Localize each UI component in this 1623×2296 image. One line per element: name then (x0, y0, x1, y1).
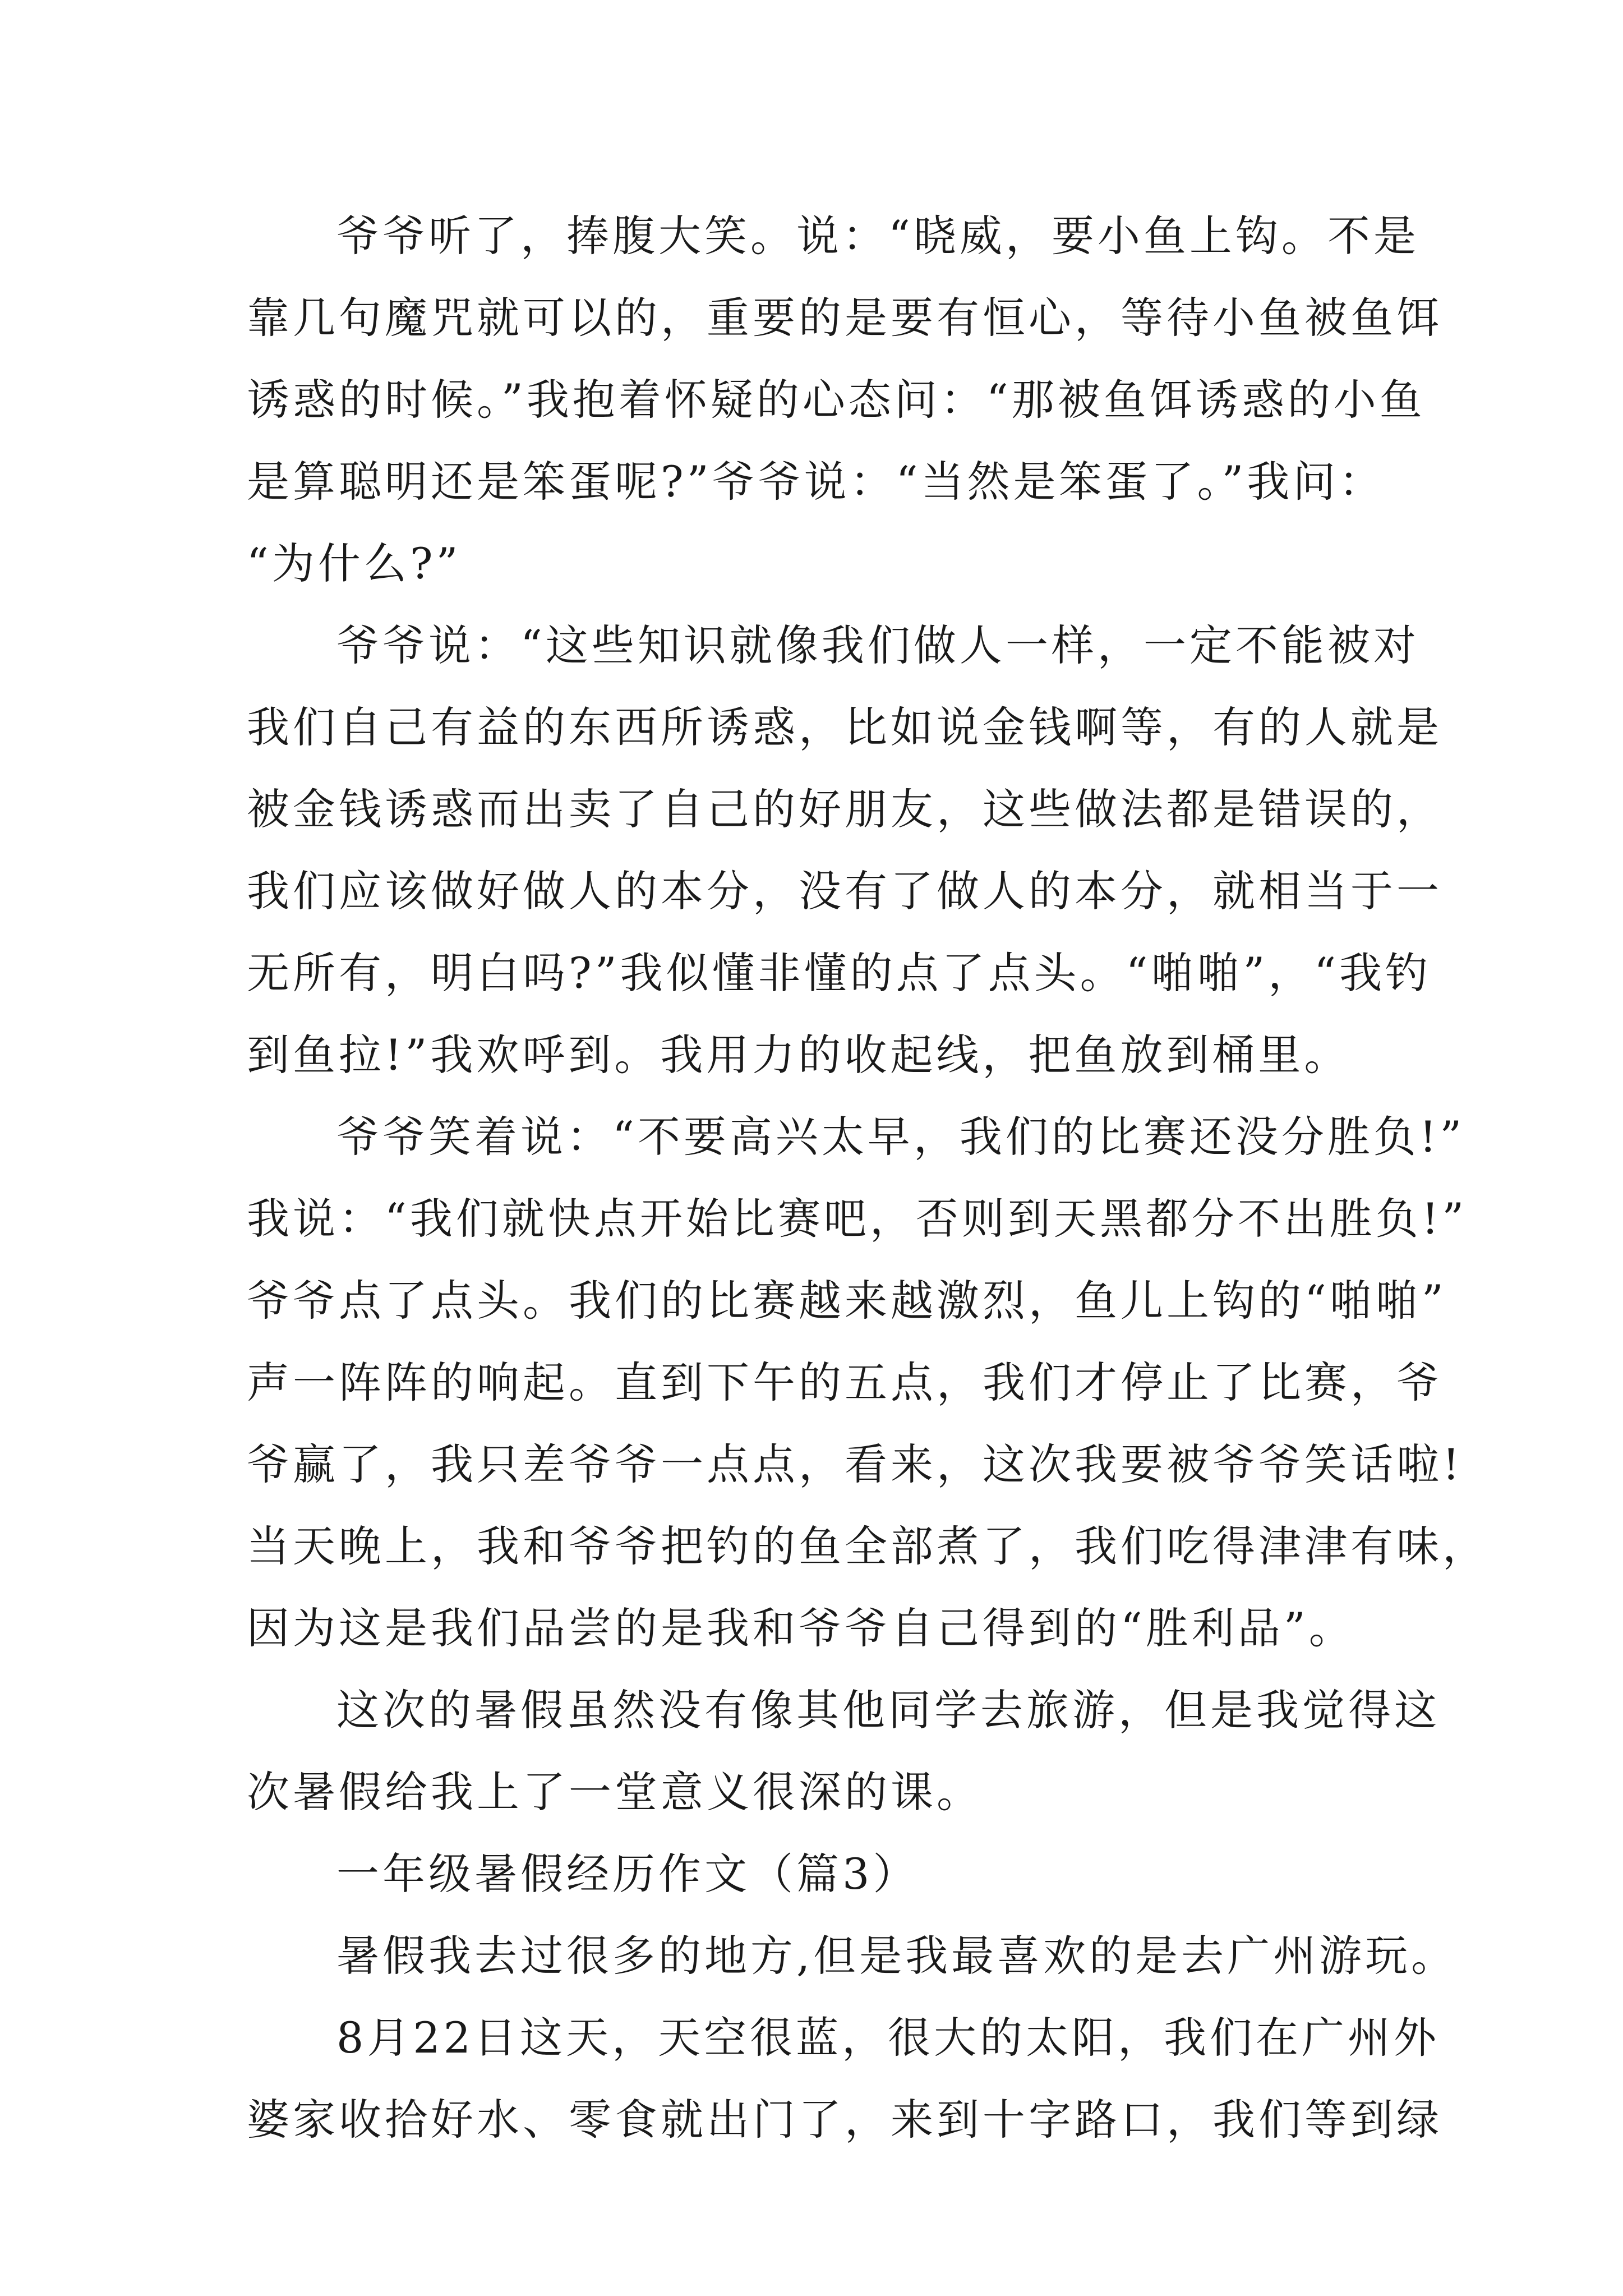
text-line: 到鱼拉!”我欢呼到。我用力的收起线，把鱼放到桶里。 (247, 1030, 1350, 1080)
text-line: 次暑假给我上了一堂意义很深的课。 (247, 1767, 983, 1817)
text-line: 我们自己有益的东西所诱惑，比如说金钱啊等，有的人就是 (247, 702, 1442, 752)
text-line: 8月22日这天，天空很蓝，很大的太阳，我们在广州外 (336, 2013, 1440, 2063)
text-line: 暑假我去过很多的地方,但是我最喜欢的是去广州游玩。 (336, 1931, 1458, 1981)
text-line: 这次的暑假虽然没有像其他同学去旅游，但是我觉得这 (336, 1685, 1440, 1735)
text-line: 因为这是我们品尝的是我和爷爷自己得到的“胜利品”。 (247, 1603, 1355, 1653)
text-line: 无所有，明白吗?”我似懂非懂的点了点头。“啪啪”，“我钓 (247, 948, 1432, 998)
text-line: 爷爷说：“这些知识就像我们做人一样，一定不能被对 (336, 620, 1419, 670)
text-line: 爷爷听了，捧腹大笑。说：“晓威，要小鱼上钩。不是 (336, 211, 1419, 261)
text-line: 诱惑的时候。”我抱着怀疑的心态问：“那被鱼饵诱惑的小鱼 (247, 375, 1426, 425)
document-body (247, 195, 1488, 2161)
text-line: 声一阵阵的响起。直到下午的五点，我们才停止了比赛，爷 (247, 1358, 1442, 1407)
text-line: 爷爷点了点头。我们的比赛越来越激烈，鱼儿上钩的“啪啪” (247, 1276, 1447, 1326)
text-line: 靠几句魔咒就可以的，重要的是要有恒心，等待小鱼被鱼饵 (247, 293, 1442, 343)
text-line: 爷爷笑着说：“不要高兴太早，我们的比赛还没分胜负!” (336, 1112, 1465, 1162)
text-line: 是算聪明还是笨蛋呢?”爷爷说：“当然是笨蛋了。”我问： (247, 457, 1385, 507)
text-line: “为什么?” (247, 539, 462, 588)
text-line: 我说：“我们就快点开始比赛吧，否则到天黑都分不出胜负!” (247, 1194, 1468, 1244)
text-line: 爷赢了，我只差爷爷一点点，看来，这次我要被爷爷笑话啦! (247, 1439, 1463, 1489)
section-heading: 一年级暑假经历作文（篇3） (336, 1849, 919, 1899)
text-line: 婆家收拾好水、零食就出门了，来到十字路口，我们等到绿 (247, 2095, 1442, 2145)
text-line: 当天晚上，我和爷爷把钓的鱼全部煮了，我们吃得津津有味， (247, 1521, 1488, 1571)
text-line: 我们应该做好做人的本分，没有了做人的本分，就相当于一 (247, 866, 1442, 916)
text-line: 被金钱诱惑而出卖了自己的好朋友，这些做法都是错误的， (247, 784, 1442, 834)
